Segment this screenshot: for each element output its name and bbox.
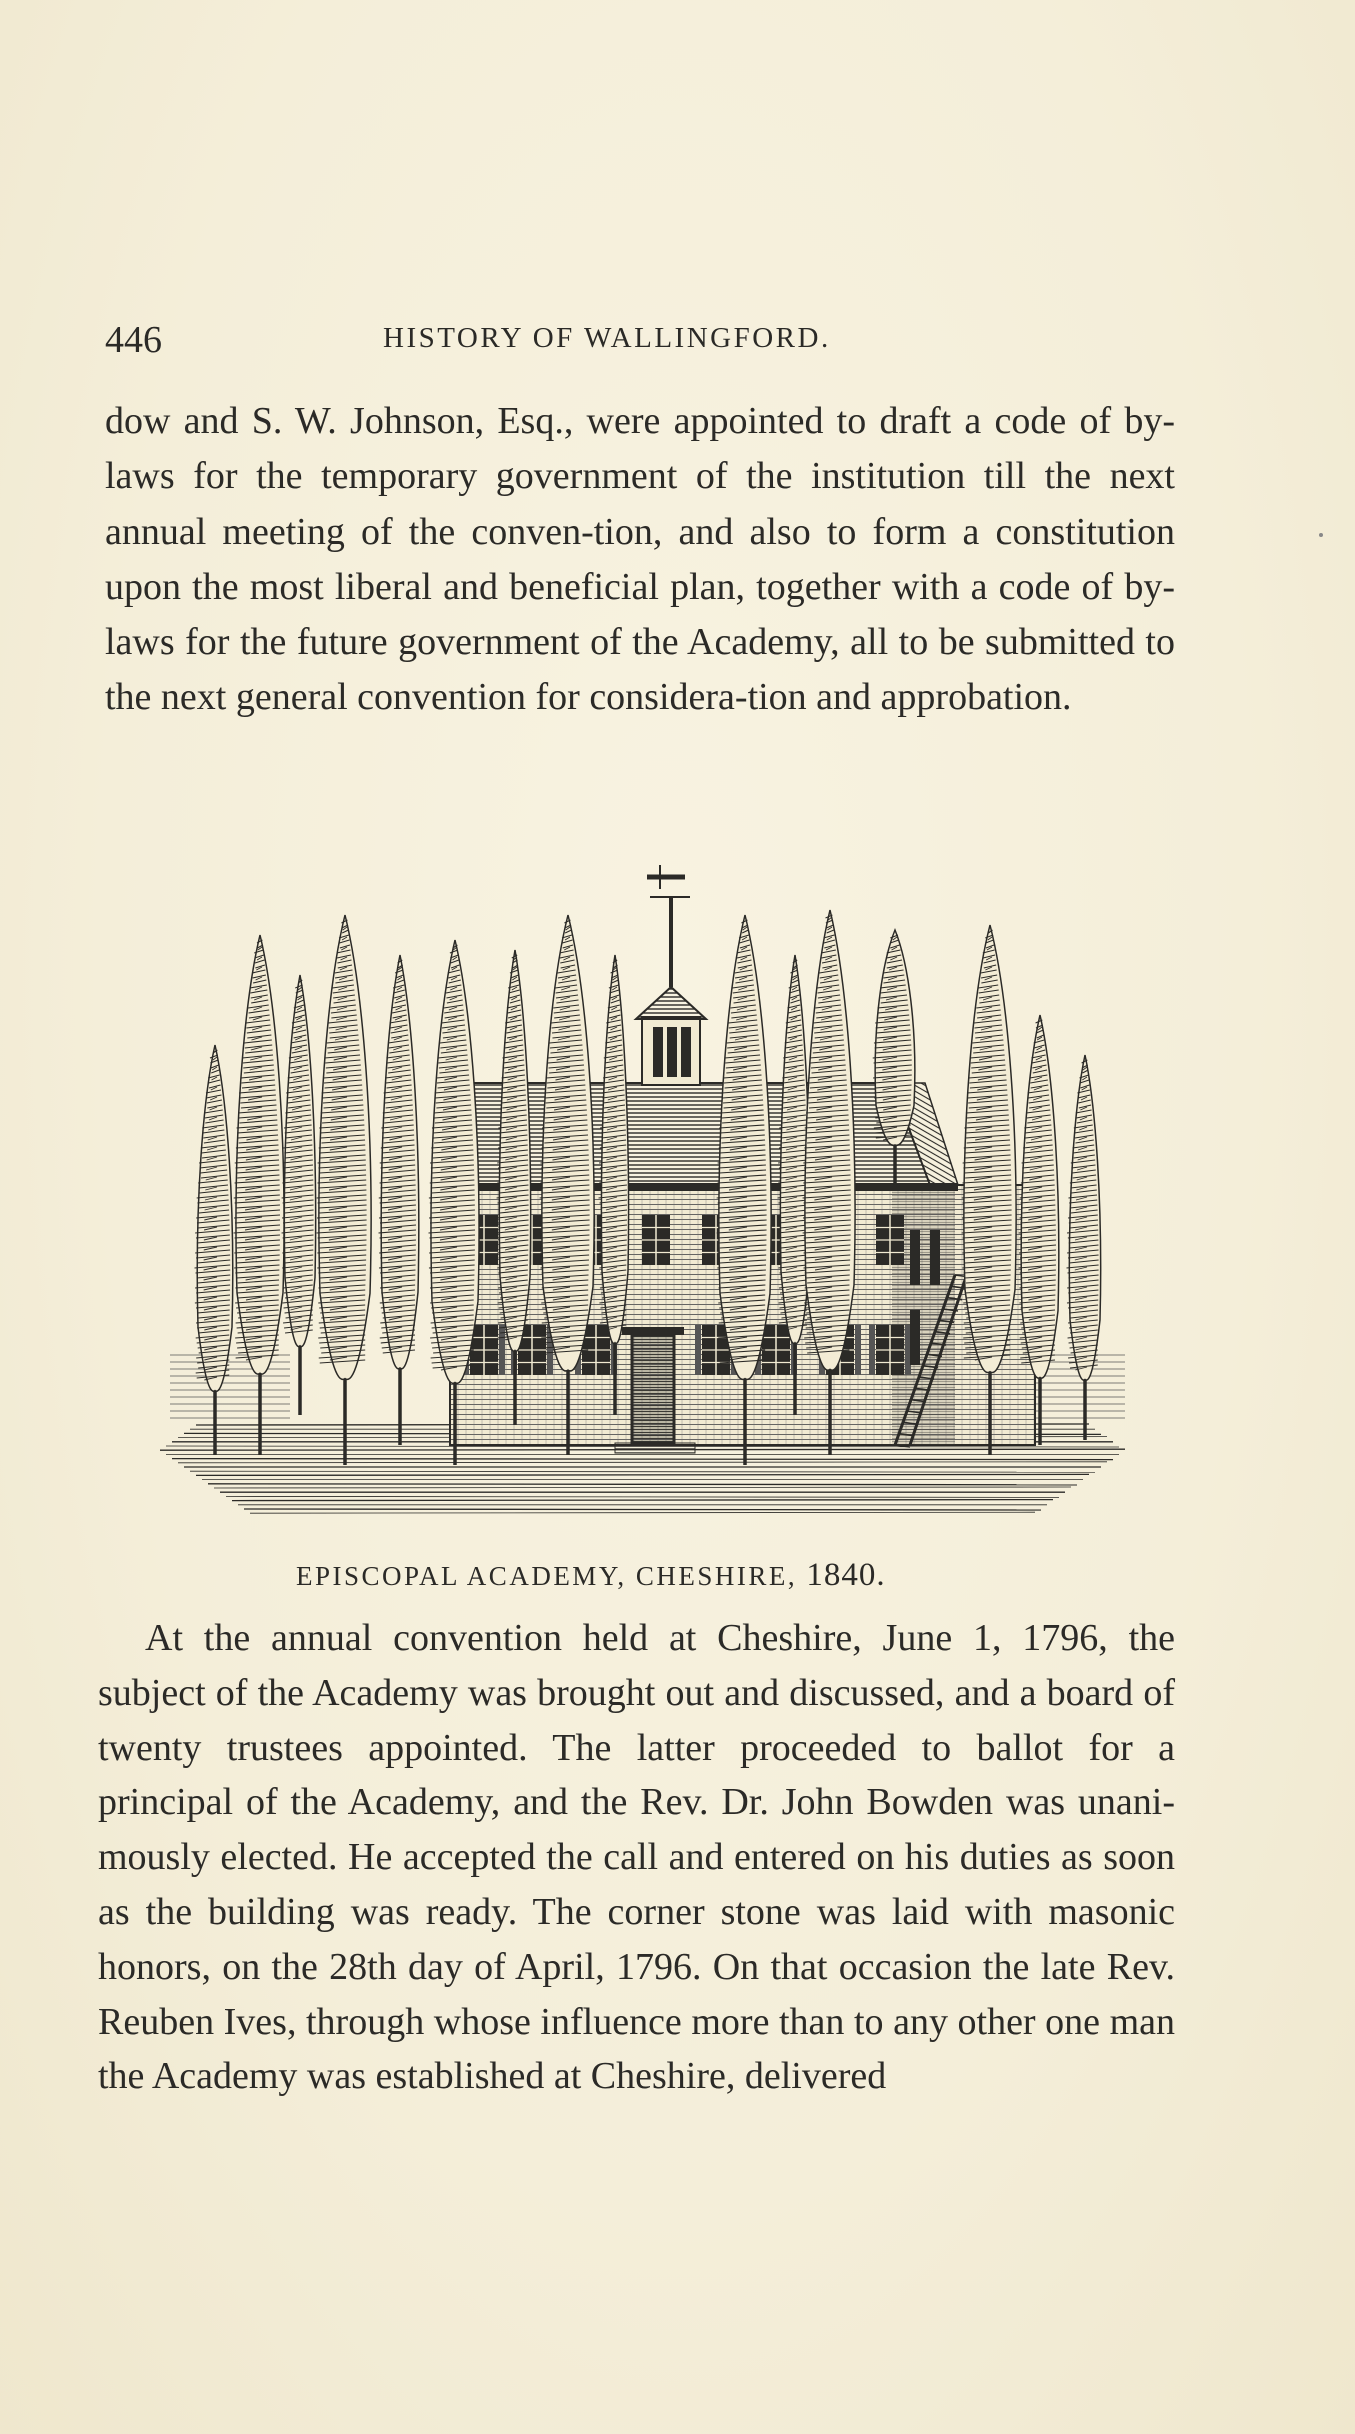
paper-speck — [1319, 533, 1323, 537]
academy-engraving — [150, 855, 1135, 1540]
page-number: 446 — [105, 319, 162, 361]
running-title: HISTORY OF WALLINGFORD. — [383, 322, 831, 354]
figure-caption — [296, 1557, 886, 1594]
engraving-svg — [150, 855, 1135, 1540]
paragraph-1: dow and S. W. Johnson, Esq., were appointed to draft a code of by-laws for the temporary government of the institution till the next annual meeting of the conven-tion, and also to form a constitution upon the most liberal and beneficial plan, together with a code of by-laws for the future government of the Academy, all to be submitted to the next general convention for considera-tion and approbation. — [105, 400, 1175, 719]
caption-year: 1840. — [806, 1557, 886, 1593]
paragraph-2: At the annual convention held at Cheshire, June 1, 1796, the subject of the Academy was brought out and discussed, and a board of twenty trustees appointed. The latter proceeded to ballot for a principal of the Academy, and the Rev. Dr. John Bowden was unani-mously elected. He accepted the call and entered on his duties as soon as the building was ready. The corner stone was laid with masonic honors, on the 28th day of April, 1796. On that occasion the late Rev. Reuben Ives, through whose influence more than to any other one man the Academy was established at Cheshire, delivered — [98, 1617, 1175, 2098]
caption-text: EPISCOPAL ACADEMY, CHESHIRE, — [296, 1561, 798, 1591]
cupola — [636, 865, 706, 1085]
page-header — [105, 318, 1175, 361]
